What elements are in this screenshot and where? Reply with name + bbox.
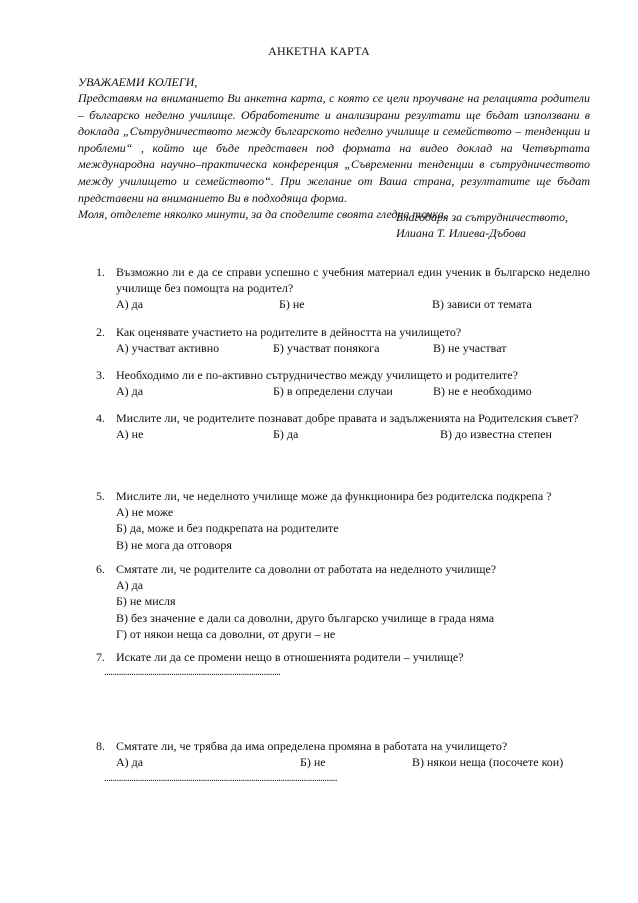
options-row — [116, 754, 590, 770]
option-a[interactable]: А) да — [116, 578, 144, 593]
question-number: 8. — [96, 739, 105, 753]
question-number: 7. — [96, 650, 105, 664]
question-number: 5. — [96, 489, 105, 503]
question-3 — [96, 367, 590, 399]
greeting: УВАЖАЕМИ КОЛЕГИ, — [78, 75, 198, 89]
option-c[interactable]: В) не е необходимо — [433, 384, 532, 399]
question-text: Как оценявате участието на родителите в дейността на училището? — [116, 325, 462, 339]
page-title: АНКЕТНА КАРТА — [268, 44, 370, 58]
option-b[interactable]: Б) не — [279, 297, 305, 312]
option-b[interactable]: Б) да, може и без подкрепата на родителите — [116, 521, 339, 536]
thanks-line: Благодаря за сътрудничеството, — [396, 210, 568, 224]
option-a[interactable]: А) не може — [116, 505, 174, 520]
question-number: 2. — [96, 325, 105, 339]
option-a[interactable]: А) да — [116, 384, 144, 399]
question-text: Мислите ли, че неделното училище може да функционира без родителска подкрепа ? — [116, 489, 552, 503]
intro-paragraph: Представям на вниманието Ви анкетна карта, с която се цели проучване на релацията родители – българско неделно училище. Обработените и анализирани резултати ще бъдат използвани в доклада „Сътрудничеството между българското неделно училище и семейството – тенденции и проблеми“ , който ще бъде представен под формата на видео доклад на Четвъртата международна научно–практическа конференция „Съвременни тенденции в сътрудничеството между училището и семейството“. При желание от Ваша страна, резултатите ще бъдат представени на вниманието Ви в подходяща форма. — [78, 91, 590, 205]
question-text: Смятате ли, че родителите са доволни от работата на неделното училище? — [116, 562, 497, 576]
option-b[interactable]: Б) не — [300, 755, 326, 770]
question-number: 6. — [96, 562, 105, 576]
option-c[interactable]: В) без значение е дали са доволни, друго българско училище в града няма — [116, 610, 495, 625]
question-text: Необходимо ли е по-активно сътрудничество между училището и родителите? — [116, 368, 518, 382]
option-d[interactable]: Г) от някои неща са доволни, от други – не — [116, 626, 336, 641]
request-text: Моля, отделете няколко минути, за да споделите своята гледна точка. — [78, 207, 447, 222]
question-number: 4. — [96, 411, 105, 425]
option-a[interactable]: А) да — [116, 755, 144, 770]
option-c[interactable]: В) зависи от темата — [432, 297, 532, 312]
options-row — [116, 340, 590, 356]
question-number: 3. — [96, 368, 105, 382]
question-7 — [96, 649, 590, 665]
option-c[interactable]: В) не мога да отговоря — [116, 537, 232, 552]
option-a[interactable]: А) участват активно — [116, 341, 220, 356]
question-5 — [96, 488, 590, 553]
option-b[interactable]: Б) да — [273, 427, 299, 442]
answer-line-8[interactable]: ............................................................................................................... — [104, 773, 338, 784]
question-number: 1. — [96, 265, 105, 279]
question-6 — [96, 561, 590, 642]
option-a[interactable]: А) не — [116, 427, 144, 442]
question-text: Възможно ли е да се справи успешно с учебния материал един ученик в българско неделно училище без помощта на родител? — [116, 265, 590, 296]
option-b[interactable]: Б) не мисля — [116, 594, 176, 609]
option-a[interactable]: А) да — [116, 297, 144, 312]
options-row — [116, 426, 590, 442]
option-b[interactable]: Б) в определени случаи — [273, 384, 393, 399]
option-c[interactable]: В) някои неща (посочете кои) — [412, 755, 564, 770]
intro-text — [78, 90, 590, 223]
option-b[interactable]: Б) участват понякога — [273, 341, 380, 356]
question-2 — [96, 324, 590, 356]
question-1 — [96, 264, 590, 312]
question-4 — [96, 410, 590, 442]
question-text: Смятате ли, че трябва да има определена промяна в работата на училището? — [116, 739, 508, 753]
question-text: Мислите ли, че родителите познават добре правата и задълженията на Родителския съвет? — [116, 411, 579, 425]
question-text: Искате ли да се промени нещо в отношенията родители – училище? — [116, 650, 464, 664]
options-row — [116, 296, 590, 312]
question-8 — [96, 738, 590, 770]
options-row — [116, 383, 590, 399]
author-name: Илиана Т. Илиева-Дъбова — [396, 226, 526, 240]
option-c[interactable]: В) не участват — [433, 341, 507, 356]
answer-line-7[interactable]: .................................................................................... — [104, 667, 281, 678]
option-c[interactable]: В) до известна степен — [440, 427, 552, 442]
